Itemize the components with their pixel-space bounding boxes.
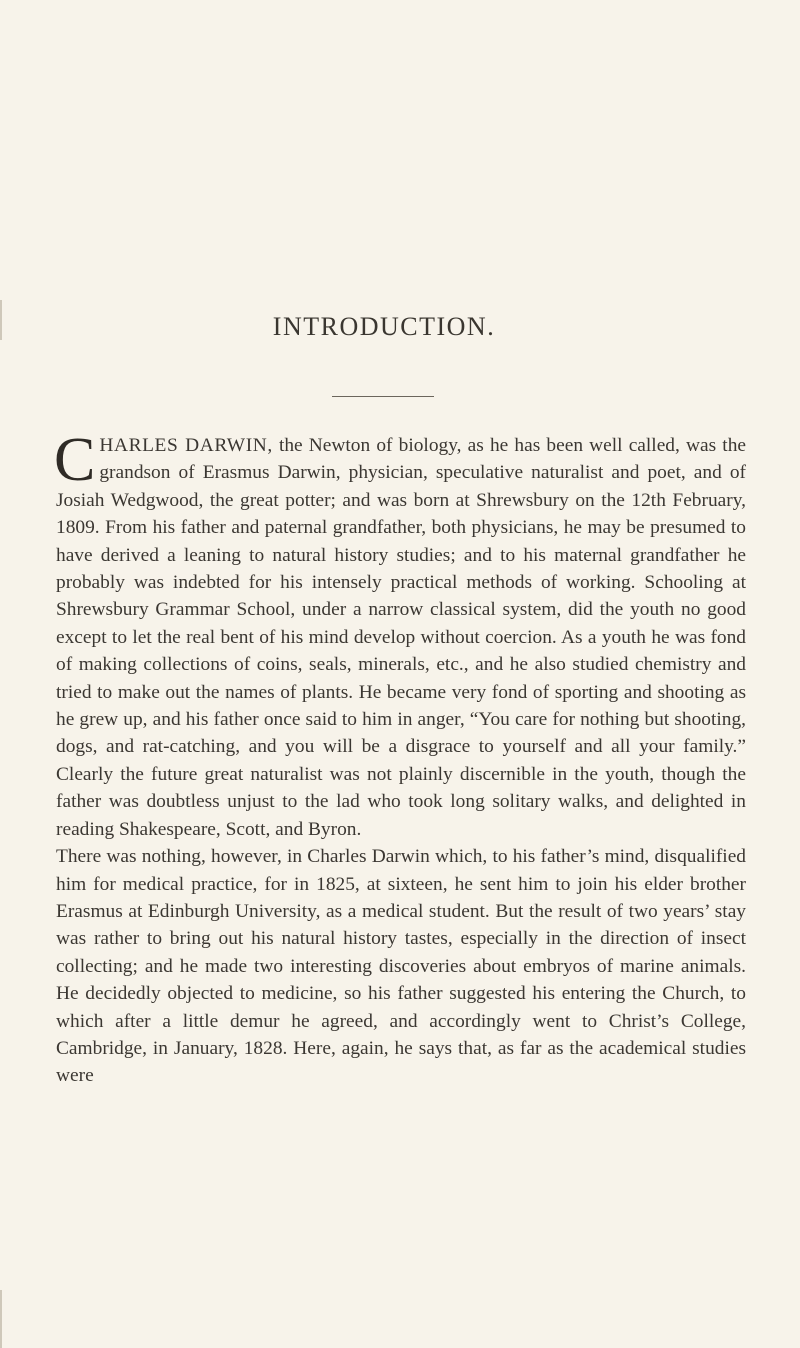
title-rule bbox=[332, 396, 434, 397]
page-edge-mark bbox=[0, 1290, 2, 1348]
body-text bbox=[54, 426, 746, 1090]
drop-cap: C bbox=[54, 426, 96, 494]
paragraph-2-text: There was nothing, however, in Charles Darwin which, to his father’s mind, disqualified him for medical practice, for in 1825, at sixteen, he sent him to join his elder brother Erasmus at Edinburgh University, as a medical student. But the result of two years’ stay was rather to bring out his natural history tastes, especially in the direction of insect collecting; and he made two interesting discoveries about embryos of marine animals. He decidedly objected to medicine, so his father suggested his entering the Church, to which after a little demur he agreed, and accordingly went to Christ’s College, Cambridge, in January, 1828. Here, again, he says that, as far as the academical studies were bbox=[56, 846, 746, 1087]
paragraph-2 bbox=[56, 843, 746, 1090]
paragraph-1-text: the Newton of biology, as he has been well called, was the grandson of Erasmus Darwin, physician, speculative naturalist and poet, and of Josiah Wedgwood, the great potter; and was born at Shrewsbury on the 12th February, 1809. From his father and paternal grandfather, both physicians, he may be presumed to have derived a leaning to natural history studies; and to his maternal grandfather he probably was indebted for his intensely practical methods of working. Schooling at Shrewsbury Grammar School, under a narrow classical system, did the youth no good except to let the real bent of his mind develop without coercion. As a youth he was fond of making collections of coins, seals, minerals, etc., and he also studied chemistry and tried to make out the names of plants. He became very fond of sporting and shooting as he grew up, and his father once said to him in anger, “You care for nothing but shooting, dogs, and rat-catching, and you will be a disgrace to yourself and all your family.” Clearly the future great naturalist was not plainly discernible in the youth, though the father was doubtless unjust to the lad who took long solitary walks, and delighted in reading Shakespeare, Scott, and Byron. bbox=[56, 435, 746, 840]
chapter-title: INTRODUCTION. bbox=[272, 312, 496, 341]
lead-words: HARLES DARWIN, bbox=[99, 435, 273, 456]
paragraph-1 bbox=[54, 426, 746, 843]
